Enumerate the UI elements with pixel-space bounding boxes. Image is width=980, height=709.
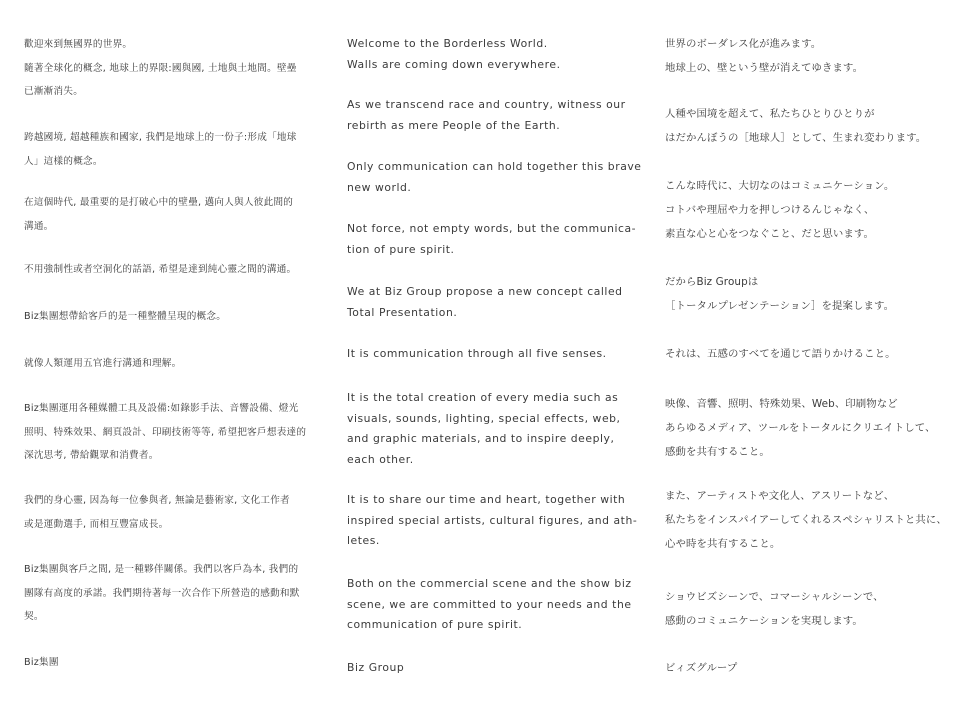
text-line: 深沈思考, 帶給觀眾和消費者。 xyxy=(24,450,159,461)
text-line: 感動を共有すること。 xyxy=(665,446,770,458)
text-line: コトバや理屈や力を押しつけるんじゃなく、 xyxy=(665,204,875,216)
text-line: rebirth as mere People of the Earth. xyxy=(347,118,561,132)
paragraph xyxy=(347,344,607,365)
paragraph xyxy=(665,484,947,556)
paragraph xyxy=(665,174,894,246)
text-line: Walls are coming down everywhere. xyxy=(347,57,561,71)
paragraph xyxy=(24,126,297,173)
text-line: 跨越國境, 超越種族和國家, 我們是地球上的一份子:形成「地球 xyxy=(24,132,297,143)
text-line: It is to share our time and heart, together with xyxy=(347,493,626,506)
text-line: ［トータルプレゼンテーション］を提案します。 xyxy=(665,300,895,312)
paragraph xyxy=(24,191,293,238)
text-line: It is the total creation of every media such as xyxy=(347,391,619,404)
text-line: Both on the commercial scene and the show biz xyxy=(347,577,632,590)
text-line: 私たちをインスパイアーしてくれるスペシャリストと共に、 xyxy=(665,514,947,526)
paragraph xyxy=(347,658,404,679)
text-line: each other. xyxy=(347,452,414,466)
paragraph xyxy=(347,490,637,552)
text-line: 人種や国境を超えて、私たちひとりひとりが xyxy=(665,108,875,120)
text-line: 或是運動選手, 而相互豐富成長。 xyxy=(24,518,169,530)
text-line: tion of pure spirit. xyxy=(347,242,455,256)
paragraph xyxy=(665,656,737,680)
paragraph xyxy=(347,282,623,323)
text-line: new world. xyxy=(347,180,412,194)
paragraph xyxy=(665,585,884,633)
paragraph xyxy=(24,489,290,536)
paragraph xyxy=(347,157,642,198)
paragraph xyxy=(347,34,561,75)
paragraph xyxy=(24,352,182,376)
text-line: それは、五感のすべてを通じて語りかけること。 xyxy=(665,348,896,360)
text-line: 我們的身心靈, 因為每一位參與者, 無論是藝術家, 文化工作者 xyxy=(24,495,290,506)
text-line: 隨著全球化的概念, 地球上的界限:國與國, 土地與土地間。壁壘 xyxy=(24,62,297,74)
text-line: 溝通。 xyxy=(24,220,54,232)
text-line: Not force, not empty words, but the communica- xyxy=(347,222,637,235)
paragraph xyxy=(347,95,626,136)
text-line: 地球上の、壁という壁が消えてゆきます。 xyxy=(665,62,864,74)
text-line: It is communication through all five senses. xyxy=(347,347,607,360)
text-line: はだかんぼうの［地球人］として、生まれ変わります。 xyxy=(665,132,927,144)
text-line: scene, we are committed to your needs and the xyxy=(347,597,632,611)
paragraph xyxy=(347,388,621,470)
paragraph xyxy=(665,102,926,150)
text-line: 已漸漸消失。 xyxy=(24,86,84,97)
text-line: ショウビズシーンで、コマーシャルシーンで、 xyxy=(665,591,884,603)
text-line: こんな時代に、大切なのはコミュニケーション。 xyxy=(665,180,895,192)
text-line: 在這個時代, 最重要的是打破心中的壁壘, 邁向人與人彼此間的 xyxy=(24,197,294,208)
text-line: 感動のコミュニケーションを実現します。 xyxy=(665,615,863,627)
paragraph xyxy=(665,270,894,318)
paragraph xyxy=(24,397,306,468)
text-line: ビィズグループ xyxy=(665,662,738,674)
text-line: また、アーティストや文化人、アスリートなど、 xyxy=(665,490,895,502)
text-line: Welcome to the Borderless World. xyxy=(347,37,548,50)
paragraph xyxy=(665,32,863,80)
paragraph xyxy=(347,219,636,260)
text-line: Biz集團與客戶之間, 是一種夥伴關係。我們以客戶為本, 我們的 xyxy=(24,564,299,575)
text-line: Total Presentation. xyxy=(347,305,458,319)
paragraph xyxy=(24,305,226,329)
paragraph xyxy=(665,342,896,366)
paragraph xyxy=(24,258,296,282)
text-line: As we transcend race and country, witness our xyxy=(347,98,626,111)
paragraph xyxy=(347,574,632,636)
text-line: 映像、音響、照明、特殊効果、Web、印刷物など xyxy=(665,398,898,410)
text-line: 團隊有高度的承諾。我們期待著每一次合作下所營造的感動和默 xyxy=(24,587,300,599)
text-line: 不用強制性或者空洞化的話語, 希望是達到純心靈之間的溝通。 xyxy=(24,264,297,275)
paragraph xyxy=(24,33,297,104)
text-line: 心や時を共有すること。 xyxy=(665,538,781,550)
text-line: Biz集團 xyxy=(24,657,59,668)
text-line: 人」這樣的概念。 xyxy=(24,155,103,167)
text-line: communication of pure spirit. xyxy=(347,618,523,631)
text-line: あらゆるメディア、ツールをトータルにクリエイトして、 xyxy=(665,422,936,434)
paragraph xyxy=(665,392,935,464)
text-line: 契。 xyxy=(24,611,44,622)
text-line: 世界のボーダレス化が進みます。 xyxy=(665,38,822,50)
text-line: 素直な心と心をつなぐこと、だと思います。 xyxy=(665,228,874,240)
paragraph xyxy=(24,651,59,675)
text-line: letes. xyxy=(347,534,380,547)
text-line: だからBiz Groupは xyxy=(665,276,759,288)
text-line: inspired special artists, cultural figures, and ath- xyxy=(347,513,638,527)
text-line: and graphic materials, and to inspire deeply, xyxy=(347,432,615,445)
text-line: Biz Group xyxy=(347,661,405,674)
text-line: We at Biz Group propose a new concept called xyxy=(347,285,623,298)
text-line: Biz集團運用各種媒體工具及設備:如錄影手法、音響設備、燈光 xyxy=(24,403,299,414)
text-line: 就像人類運用五官進行溝通和理解。 xyxy=(24,358,182,369)
text-line: Biz集團想帶給客戶的是一種整體呈現的概念。 xyxy=(24,311,227,322)
text-line: 照明、特殊效果、網頁設計、印刷技術等等, 希望把客戶想表達的 xyxy=(24,426,307,438)
text-line: Only communication can hold together this brave xyxy=(347,160,642,173)
paragraph xyxy=(24,558,300,629)
text-line: 歡迎來到無國界的世界。 xyxy=(24,39,133,50)
text-line: visuals, sounds, lighting, special effects, web, xyxy=(347,411,621,425)
